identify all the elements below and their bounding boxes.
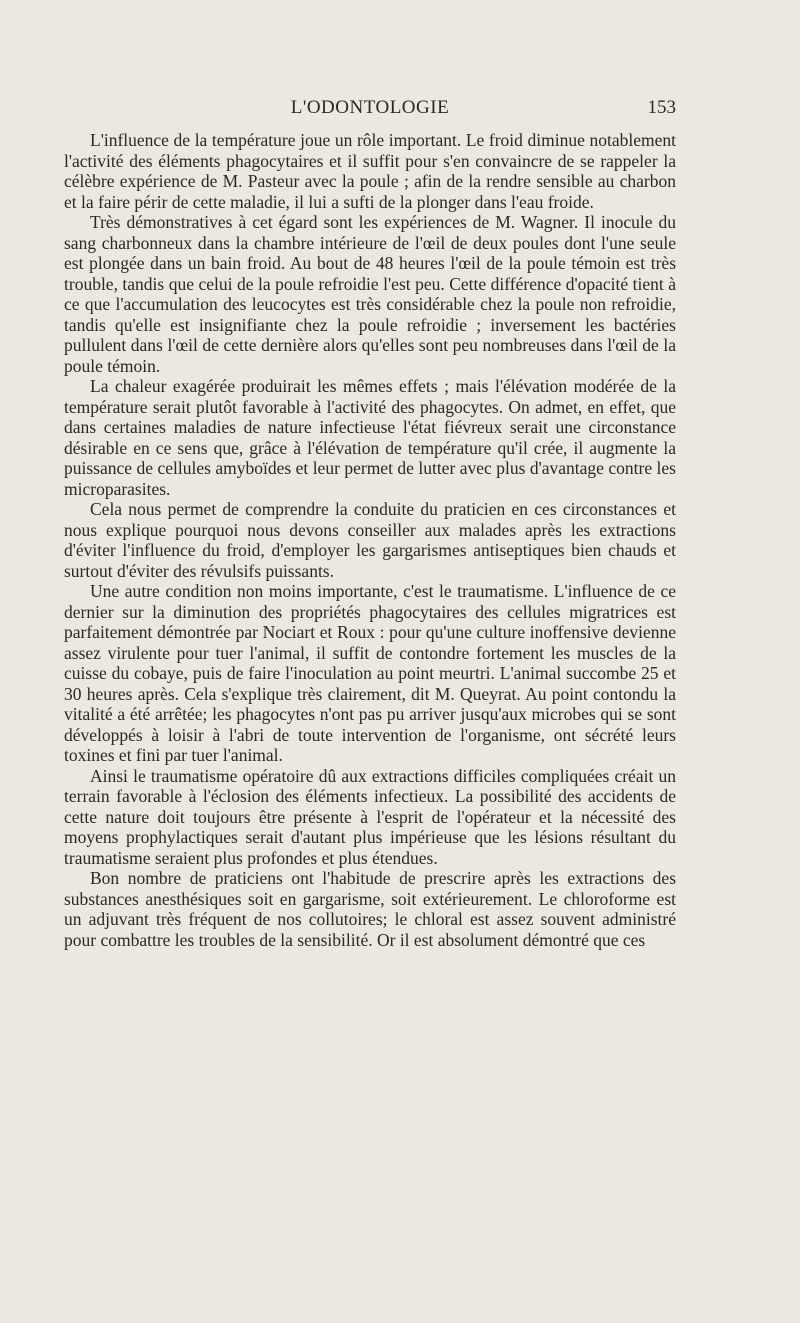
paragraph-wagner-experiments: Très démonstratives à cet égard sont les expériences de M. Wagner. Il inocule du sang charbonneux dans la chambre intérieure de l'œil de deux poules dont l'une seule est plongée dans un bain froid. Au bout de 48 heures l'œil de la poule témoin est très trouble, tandis que celui de la poule refroidie l'est peu. Cette différence d'opacité tient à ce que l'accumulation des leucocytes est très considérable chez la poule non refroidie, tandis qu'elle est insignifiante chez la poule refroidie ; inversement les bactéries pullulent dans l'œil de cette dernière alors qu'elles sont peu nombreuses dans l'œil de la poule témoin. [64, 212, 676, 376]
paragraph-anesthetics: Bon nombre de praticiens ont l'habitude de prescrire après les extractions des substances anesthésiques soit en gargarisme, soit extérieurement. Le chloroforme est un adjuvant très fréquent de nos collutoires; le chloral est assez souvent administré pour combattre les troubles de la sensibilité. Or il est absolument démontré que ces [64, 868, 676, 950]
page-number: 153 [647, 97, 676, 118]
paragraph-heat: La chaleur exagérée produirait les mêmes effets ; mais l'élévation modérée de la température serait plutôt favorable à l'activité des phagocytes. On admet, en effet, que dans certaines maladies de nature infectieuse l'état fiévreux serait une circonstance désirable en ce sens que, grâce à l'élévation de température qu'il crée, il augmente la puissance de cellules amyboïdes et leur permet de lutter avec plus d'avantage contre les microparasites. [64, 376, 676, 499]
paragraph-temperature: L'influence de la température joue un rôle important. Le froid diminue notablement l'activité des éléments phagocytaires et il suffit pour s'en convaincre de se rappeler la célèbre expérience de M. Pasteur avec la poule ; afin de la rendre sensible au charbon et la faire périr de cette maladie, il lui a sufti de la plonger dans l'eau froide. [64, 130, 676, 212]
body-text [64, 130, 676, 950]
paragraph-trauma: Une autre condition non moins importante, c'est le traumatisme. L'influence de ce dernier sur la diminution des propriétés phagocytaires des cellules migratrices est parfaitement démontrée par Nociart et Roux : pour qu'une culture inoffensive devienne assez virulente pour tuer l'animal, il suffit de contondre fortement les muscles de la cuisse du cobaye, puis de faire l'inoculation au point meurtri. L'animal succombe 25 et 30 heures après. Cela s'explique très clairement, dit M. Queyrat. Au point contondu la vitalité a été arrêtée; les phagocytes n'ont pas pu arriver jusqu'aux microbes qui se sont développés à loisir à l'abri de toute intervention de l'organisme, ont sécrété leurs toxines et fini par tuer l'animal. [64, 581, 676, 765]
paragraph-operative-trauma: Ainsi le traumatisme opératoire dû aux extractions difficiles compliquées créait un terrain favorable à l'éclosion des éléments infectieux. La possibilité des accidents de cette nature doit toujours être présente à l'esprit de l'opérateur et la nécessité des moyens prophylactiques serait d'autant plus impérieuse que les lésions résultant du traumatisme seraient plus profondes et plus étendues. [64, 765, 676, 868]
page-header [64, 97, 676, 123]
running-title: L'ODONTOLOGIE [290, 97, 450, 118]
paragraph-practitioner-conduct: Cela nous permet de comprendre la conduite du praticien en ces circonstances et nous explique pourquoi nous devons conseiller aux malades après les extractions d'éviter l'influence du froid, d'employer les gargarismes antiseptiques bien chauds et surtout d'éviter des révulsifs puissants. [64, 499, 676, 581]
